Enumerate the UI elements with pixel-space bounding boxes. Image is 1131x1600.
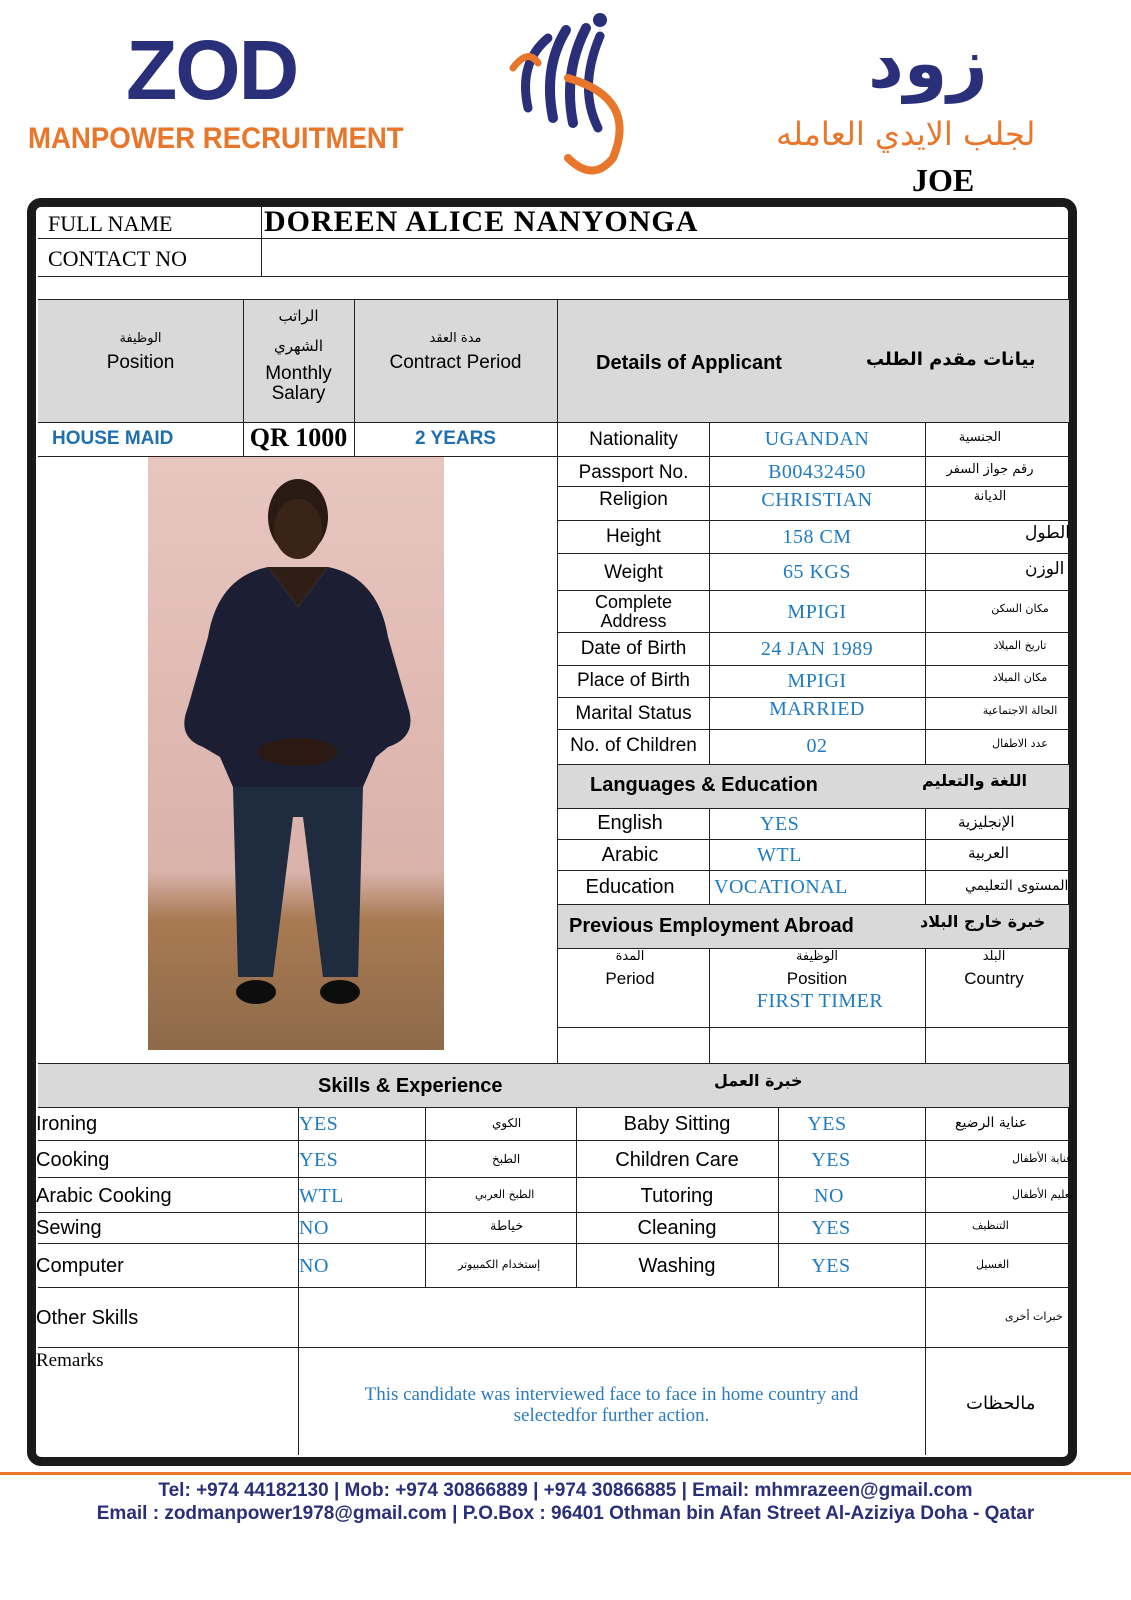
- emp-position-header-ar: الوظيفة: [795, 949, 839, 964]
- english-ar: الإنجليزية: [958, 813, 1015, 831]
- english-label: English: [597, 812, 663, 834]
- employment-title: Previous Employment Abroad: [569, 915, 854, 937]
- dob-ar: تاريخ الميلاد: [993, 639, 1047, 652]
- skills-header-band: [38, 1063, 1069, 1107]
- footer-contact-line1: Tel: +974 44182130 | Mob: +974 30866889 | +974 30866885 | Email: mhmrazeen@gmail.com: [158, 1480, 973, 1501]
- skill-cleaning-label: Cleaning: [637, 1217, 717, 1239]
- marital-ar: الحالة الاجتماعية: [982, 704, 1058, 717]
- salary-header-line1: Monthly: [265, 363, 332, 384]
- address-label-line2: Address: [600, 611, 667, 631]
- height-label: Height: [606, 526, 661, 547]
- address-value: MPIGI: [787, 601, 847, 623]
- brand-arabic-logo: زود: [868, 22, 988, 104]
- religion-value: CHRISTIAN: [761, 489, 873, 511]
- pob-label: Place of Birth: [577, 670, 690, 691]
- children-ar: عدد الاطفال: [992, 737, 1048, 750]
- skill-sewing-value: NO: [299, 1217, 329, 1239]
- applicant-photo: [148, 457, 444, 1050]
- nationality-value: UGANDAN: [764, 428, 870, 450]
- details-header: Details of Applicant: [596, 352, 782, 374]
- position-header: Position: [106, 352, 175, 373]
- weight-value: 65 KGS: [782, 561, 851, 583]
- skill-children-care-ar: عناية الأطفال: [1012, 1152, 1073, 1165]
- job-salary-value: QR 1000: [249, 423, 348, 452]
- country-header-ar: البلد: [982, 949, 1006, 964]
- skill-arabic-cooking-ar: الطبخ العربي: [475, 1188, 535, 1201]
- languages-title-ar: اللغة والتعليم: [922, 771, 1027, 790]
- pob-ar: مكان الميلاد: [992, 671, 1048, 684]
- remarks-label: Remarks: [36, 1350, 104, 1371]
- skill-washing-value: YES: [811, 1255, 851, 1277]
- skill-baby-sitting-value: YES: [807, 1113, 847, 1135]
- skill-cooking-label: Cooking: [36, 1149, 110, 1171]
- pob-value: MPIGI: [787, 670, 847, 692]
- salary-header-line2: Salary: [271, 383, 326, 404]
- skill-baby-sitting-ar: عناية الرضيع: [955, 1115, 1028, 1131]
- period-header-ar: المدة: [615, 949, 645, 964]
- arabic-label: Arabic: [601, 844, 659, 866]
- passport-value: B00432450: [768, 461, 866, 483]
- skill-tutoring-label: Tutoring: [640, 1185, 714, 1207]
- arabic-ar: العربية: [968, 844, 1009, 862]
- skill-tutoring-ar: تعليم الأطفال: [1012, 1188, 1074, 1201]
- address-label-line1: Complete: [594, 592, 673, 612]
- nationality-label: Nationality: [589, 429, 678, 450]
- religion-label: Religion: [599, 489, 668, 510]
- height-value: 158 CM: [782, 526, 852, 548]
- skills-title: Skills & Experience: [318, 1075, 503, 1097]
- education-value: VOCATIONAL: [714, 876, 848, 898]
- skill-cooking-ar: الطبخ: [492, 1152, 521, 1166]
- footer-contact-line2: Email : zodmanpower1978@gmail.com | P.O.Box : 96401 Othman bin Afan Street Al-Aziziya Doha - Qatar: [96, 1503, 1035, 1524]
- skill-cleaning-value: YES: [811, 1217, 851, 1239]
- contract-header-ar: مدة العقد: [429, 331, 482, 346]
- contract-header: Contract Period: [389, 352, 522, 373]
- brand-logo-text: ZOD: [126, 23, 298, 117]
- skills-title-ar: خبرة العمل: [714, 1071, 803, 1090]
- nationality-ar: الجنسية: [958, 430, 1002, 445]
- remarks-line1: This candidate was interviewed face to face in home country and: [364, 1384, 859, 1405]
- dob-value: 24 JAN 1989: [760, 638, 874, 660]
- employment-entry: FIRST TIMER: [756, 990, 884, 1012]
- contact-label: CONTACT NO: [48, 246, 188, 271]
- marital-value: MARRIED: [769, 698, 865, 720]
- skill-arabic-cooking-label: Arabic Cooking: [36, 1185, 172, 1207]
- skill-children-care-label: Children Care: [615, 1149, 739, 1171]
- address-ar: مكان السكن: [991, 602, 1049, 615]
- passport-label: Passport No.: [578, 462, 689, 483]
- remarks-ar: مالحظات: [966, 1393, 1036, 1414]
- languages-title: Languages & Education: [590, 774, 818, 796]
- skill-cleaning-ar: التنظيف: [972, 1219, 1009, 1232]
- weight-label: Weight: [604, 562, 663, 583]
- passport-ar: رقم جواز السفر: [946, 462, 1034, 477]
- agency-code: JOE: [912, 162, 975, 198]
- details-header-ar: بيانات مقدم الطلب: [866, 349, 1036, 370]
- other-skills-ar: خبرات أخرى: [1005, 1310, 1063, 1323]
- arabic-value: WTL: [757, 844, 802, 866]
- skill-washing-label: Washing: [638, 1255, 716, 1277]
- skill-cooking-value: YES: [299, 1149, 339, 1171]
- job-contract-value: 2 YEARS: [415, 428, 496, 449]
- salary-header-ar2: الشهري: [273, 337, 324, 355]
- skill-computer-value: NO: [299, 1255, 329, 1277]
- emp-position-header: Position: [786, 969, 848, 988]
- country-header: Country: [964, 969, 1024, 988]
- dob-label: Date of Birth: [580, 638, 687, 659]
- skill-baby-sitting-label: Baby Sitting: [623, 1113, 731, 1135]
- marital-label: Marital Status: [575, 703, 692, 724]
- remarks-line2: selectedfor further action.: [513, 1405, 710, 1426]
- employment-title-ar: خبرة خارج البلاد: [920, 912, 1046, 931]
- skill-washing-ar: الغسيل: [976, 1258, 1010, 1271]
- skill-sewing-label: Sewing: [36, 1217, 102, 1239]
- skill-ironing-label: Ironing: [36, 1113, 98, 1135]
- skill-sewing-ar: خياطة: [490, 1219, 524, 1234]
- skill-ironing-value: YES: [299, 1113, 339, 1135]
- skill-ironing-ar: الكوي: [492, 1116, 522, 1130]
- skill-computer-ar: إستخدام الكمبيوتر: [458, 1258, 541, 1271]
- brand-emblem-icon: [508, 8, 638, 178]
- footer-divider: [0, 1472, 1131, 1475]
- brand-subtitle: MANPOWER RECRUITMENT: [28, 122, 404, 155]
- period-header: Period: [605, 969, 655, 988]
- children-value: 02: [806, 735, 828, 757]
- skill-computer-label: Computer: [36, 1255, 124, 1277]
- full-name-label: FULL NAME: [48, 211, 173, 236]
- brand-arabic-subtitle: لجلب الايدي العامله: [776, 115, 1036, 153]
- education-label: Education: [585, 876, 675, 898]
- weight-ar: الوزن: [1025, 559, 1065, 579]
- children-label: No. of Children: [570, 735, 697, 756]
- english-value: YES: [760, 813, 800, 835]
- height-ar: الطول: [1025, 523, 1070, 543]
- skill-children-care-value: YES: [811, 1149, 851, 1171]
- skill-tutoring-value: NO: [814, 1185, 844, 1207]
- religion-ar: الديانة: [973, 489, 1007, 504]
- position-header-ar: الوظيفة: [119, 331, 162, 346]
- job-position-value: HOUSE MAID: [52, 428, 174, 449]
- skill-arabic-cooking-value: WTL: [299, 1185, 344, 1207]
- education-ar: المستوى التعليمي: [965, 878, 1069, 894]
- full-name-value: DOREEN ALICE NANYONGA: [264, 205, 699, 238]
- other-skills-label: Other Skills: [36, 1307, 139, 1329]
- salary-header-ar1: الراتب: [278, 307, 319, 325]
